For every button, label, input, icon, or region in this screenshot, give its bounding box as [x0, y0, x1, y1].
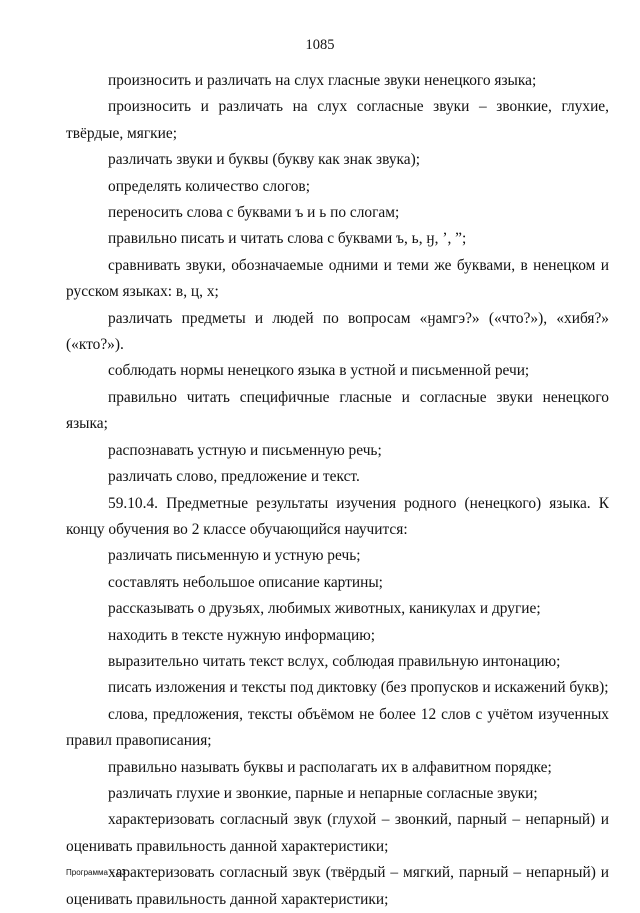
paragraph: распознавать устную и письменную речь;	[108, 441, 382, 459]
paragraph: составлять небольшое описание картины;	[108, 573, 383, 591]
paragraph: произносить и различать на слух согласные звуки – звонкие, глухие, твёрдые, мягкие;	[66, 98, 609, 142]
section-paragraph: 59.10.4. Предметные результаты изучения родного (ненецкого) языка. К концу обучения во 2 классе обучающийся научится:	[66, 494, 609, 538]
paragraph: различать письменную и устную речь;	[108, 547, 361, 565]
paragraph: выразительно читать текст вслух, соблюдая правильную интонацию;	[108, 652, 561, 670]
paragraph: писать изложения и тексты под диктовку (без пропусков и искажений букв);	[108, 679, 609, 697]
paragraph: различать звуки и буквы (букву как знак звука);	[108, 151, 421, 169]
paragraph: определять количество слогов;	[108, 177, 310, 195]
paragraph: переносить слова с буквами ъ и ь по слогам;	[108, 204, 400, 222]
page-footer: Программа – 03	[66, 868, 126, 877]
paragraph: правильно писать и читать слова с буквами ъ, ь, ӈ, ’, ”;	[108, 230, 467, 248]
paragraph: соблюдать нормы ненецкого языка в устной и письменной речи;	[108, 362, 530, 380]
paragraph: различать слово, предложение и текст.	[108, 468, 360, 486]
paragraph: сравнивать звуки, обозначаемые одними и теми же буквами, в ненецком и русском языках: в, ц, х;	[66, 256, 609, 301]
paragraph: различать глухие и звонкие, парные и непарные согласные звуки;	[108, 784, 538, 802]
paragraph: правильно называть буквы и располагать их в алфавитном порядке;	[108, 758, 552, 776]
page-number: 1085	[305, 37, 335, 53]
paragraph: рассказывать о друзьях, любимых животных, каникулах и другие;	[108, 600, 541, 618]
paragraph: характеризовать согласный звук (глухой – звонкий, парный – непарный) и оценивать правильность данной характеристики;	[66, 811, 609, 855]
paragraph: находить в тексте нужную информацию;	[108, 626, 376, 644]
paragraph: характеризовать согласный звук (твёрдый – мягкий, парный – непарный) и оценивать правильность данной характеристики;	[66, 864, 609, 908]
paragraph: различать предметы и людей по вопросам «ӈамгэ?» («что?»), «хибя?» («кто?»).	[66, 309, 609, 354]
page-body	[66, 68, 609, 913]
paragraph: произносить и различать на слух гласные звуки ненецкого языка;	[108, 72, 537, 89]
paragraph: правильно читать специфичные гласные и согласные звуки ненецкого языка;	[66, 388, 609, 433]
paragraph: слова, предложения, тексты объёмом не более 12 слов с учётом изученных правил правописания;	[66, 705, 609, 750]
